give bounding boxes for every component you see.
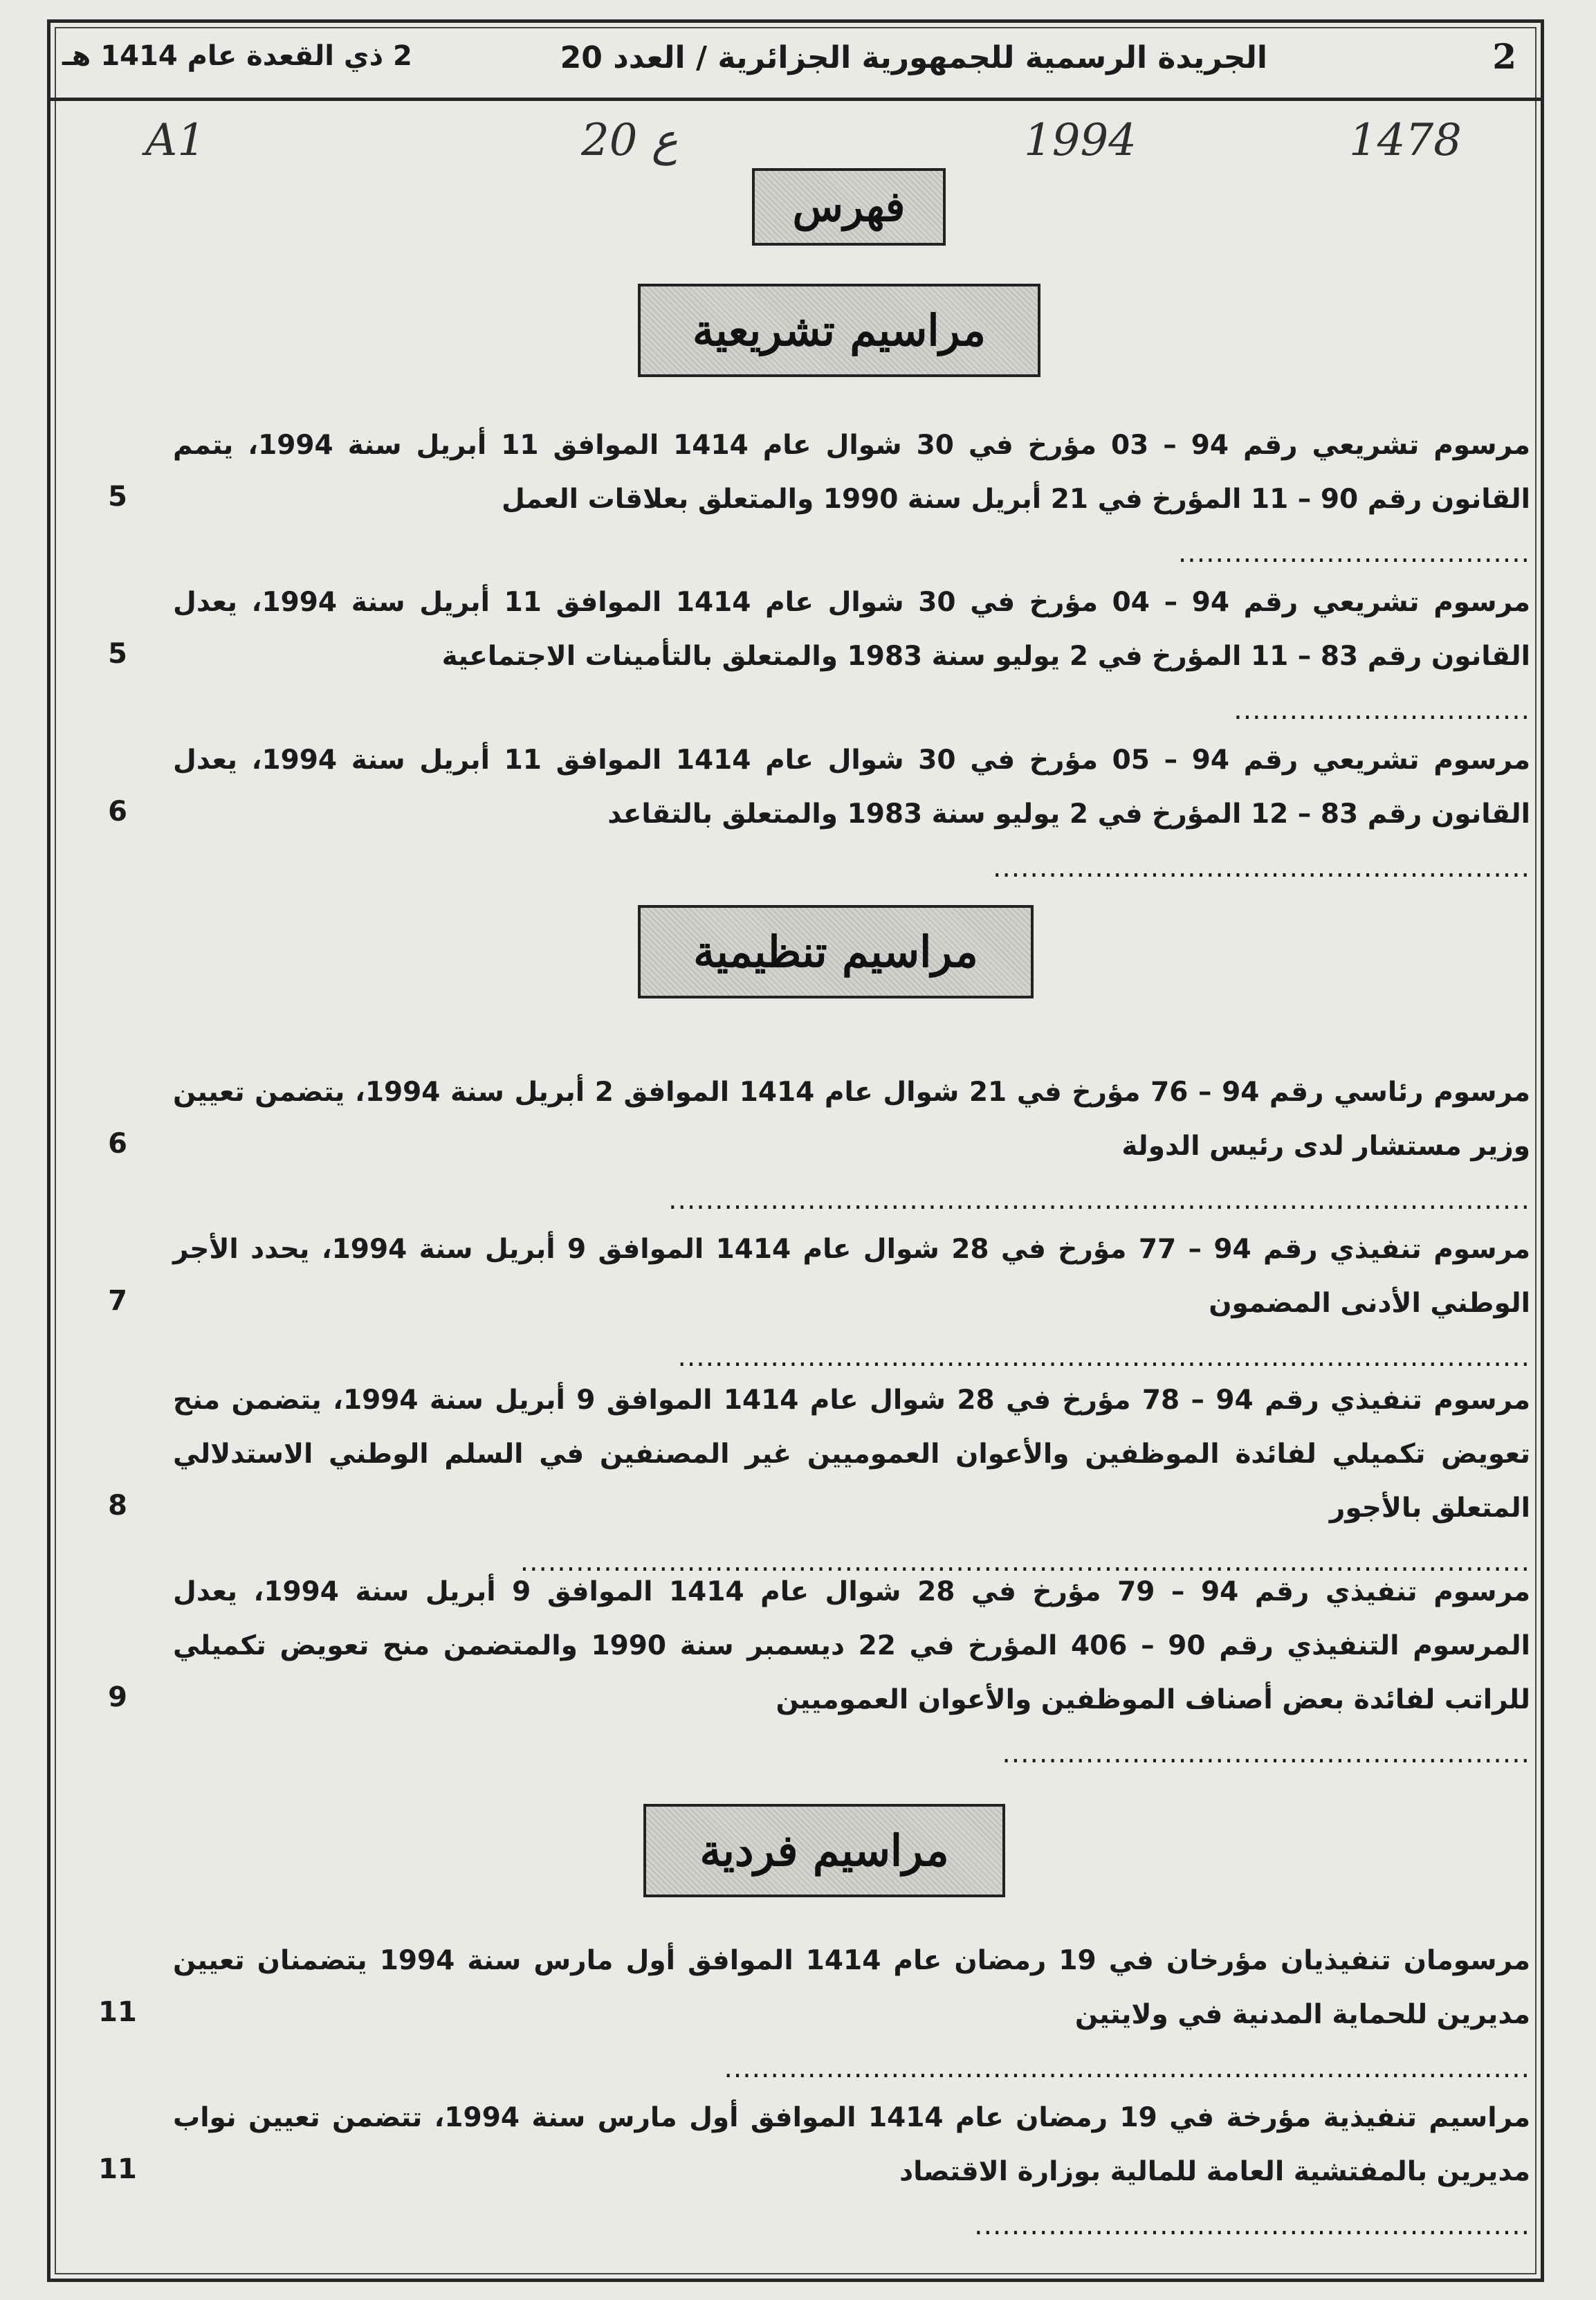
dot-leader: ............................................................: [974, 2210, 1530, 2241]
dot-leader: ................................: [1233, 695, 1530, 726]
handwritten-note-year: 1994: [1024, 115, 1137, 166]
entry-page-number: 11: [98, 2153, 137, 2185]
section-heading-legislative: مراسيم تشريعية: [692, 305, 987, 356]
dot-leader: .......................................................................................: [724, 2053, 1530, 2084]
entry-text: مرسوم تنفيذي رقم 94 – 77 مؤرخ في 28 شوال عام 1414 الموافق 9 أبريل سنة 1994، يحدد الأجر الوطني الأدنى المضمون: [173, 1234, 1531, 1319]
index-entry[interactable]: [173, 1066, 1530, 1227]
handwritten-note-issue: 20 ع: [581, 115, 678, 166]
section-heading-box-legislative: [638, 284, 1040, 377]
index-entry[interactable]: [173, 733, 1530, 895]
index-entry[interactable]: [173, 1373, 1530, 1589]
entry-text: مرسوم تنفيذي رقم 94 – 78 مؤرخ في 28 شوال عام 1414 الموافق 9 أبريل سنة 1994، يتضمن منح تعويض تكميلي لفائدة الموظفين والأعوان العموميين غير المصنفين في السلم الوطني الاستدلالي المتعلق بالأجور: [173, 1385, 1530, 1524]
entry-page-number: 8: [108, 1490, 127, 1522]
entry-page-number: 6: [108, 1128, 127, 1160]
page-header: [47, 19, 1544, 101]
dot-leader: ..........................................................: [992, 852, 1530, 884]
entry-page-number: 11: [98, 1996, 137, 2028]
entry-text: مرسوم تشريعي رقم 94 – 04 مؤرخ في 30 شوال عام 1414 الموافق 11 أبريل سنة 1994، يعدل القانون رقم 83 – 11 المؤرخ في 2 يوليو سنة 1983 والمتعلق بالتأمينات الاجتماعية: [173, 587, 1531, 672]
entry-text: مرسومان تنفيذيان مؤرخان في 19 رمضان عام 1414 الموافق أول مارس سنة 1994 يتضمنان تعيين مديرين للحماية المدنية في ولايتين: [173, 1945, 1530, 2030]
entry-page-number: 5: [108, 638, 127, 670]
entry-text: مرسوم تشريعي رقم 94 – 05 مؤرخ في 30 شوال عام 1414 الموافق 11 أبريل سنة 1994، يعدل القانون رقم 83 – 12 المؤرخ في 2 يوليو سنة 1983 والمتعلق بالتقاعد: [173, 745, 1531, 830]
entry-text: مرسوم تنفيذي رقم 94 – 79 مؤرخ في 28 شوال عام 1414 الموافق 9 أبريل سنة 1994، يعدل المرسوم التنفيذي رقم 90 – 406 المؤرخ في 22 ديسمبر سنة 1990 والمتضمن منح تعويض تكميلي للراتب لفائدة بعض أصناف الموظفين والأعوان العموميين: [173, 1576, 1530, 1715]
entry-page-number: 7: [108, 1285, 127, 1317]
index-title: فهرس: [792, 183, 906, 231]
section-heading-box-individual: [643, 1804, 1005, 1897]
dot-leader: ......................................: [1177, 538, 1530, 569]
dot-leader: .............................................................................................................: [520, 1546, 1530, 1578]
entry-page-number: 6: [108, 796, 127, 828]
handwritten-note-left: A1: [145, 115, 205, 166]
journal-title: الجريدة الرسمية للجمهورية الجزائرية / العدد 20: [560, 40, 1267, 75]
index-entry[interactable]: [173, 576, 1530, 738]
index-entry[interactable]: [173, 1565, 1530, 1781]
section-heading-regulatory: مراسيم تنظيمية: [693, 927, 978, 977]
section-heading-box-regulatory: [638, 905, 1034, 998]
dot-leader: ............................................................................................: [677, 1342, 1530, 1373]
entry-text: مرسوم تشريعي رقم 94 – 03 مؤرخ في 30 شوال عام 1414 الموافق 11 أبريل سنة 1994، يتمم القانون رقم 90 – 11 المؤرخ في 21 أبريل سنة 1990 والمتعلق بعلاقات العمل: [173, 430, 1531, 515]
entry-text: مرسوم رئاسي رقم 94 – 76 مؤرخ في 21 شوال عام 1414 الموافق 2 أبريل سنة 1994، يتضمن تعيين وزير مستشار لدى رئيس الدولة: [173, 1077, 1531, 1162]
header-date: 2 ذي القعدة عام 1414 هـ: [62, 40, 412, 72]
dot-leader: .........................................................: [1002, 1738, 1530, 1769]
index-entry[interactable]: [173, 1223, 1530, 1385]
index-title-box: [752, 168, 946, 246]
index-entry[interactable]: [173, 2091, 1530, 2253]
dot-leader: .............................................................................................: [668, 1185, 1530, 1216]
index-entry[interactable]: [173, 1934, 1530, 2096]
handwritten-note-code: 1478: [1349, 115, 1462, 166]
entry-page-number: 5: [108, 481, 127, 513]
entry-page-number: 9: [108, 1681, 127, 1713]
entry-text: مراسيم تنفيذية مؤرخة في 19 رمضان عام 1414 الموافق أول مارس سنة 1994، تتضمن تعيين نواب مديرين بالمفتشية العامة للمالية بوزارة الاقتصاد: [173, 2102, 1531, 2187]
section-heading-individual: مراسيم فردية: [699, 1825, 949, 1876]
page-number: 2: [1492, 36, 1516, 77]
index-entry[interactable]: [173, 419, 1530, 581]
